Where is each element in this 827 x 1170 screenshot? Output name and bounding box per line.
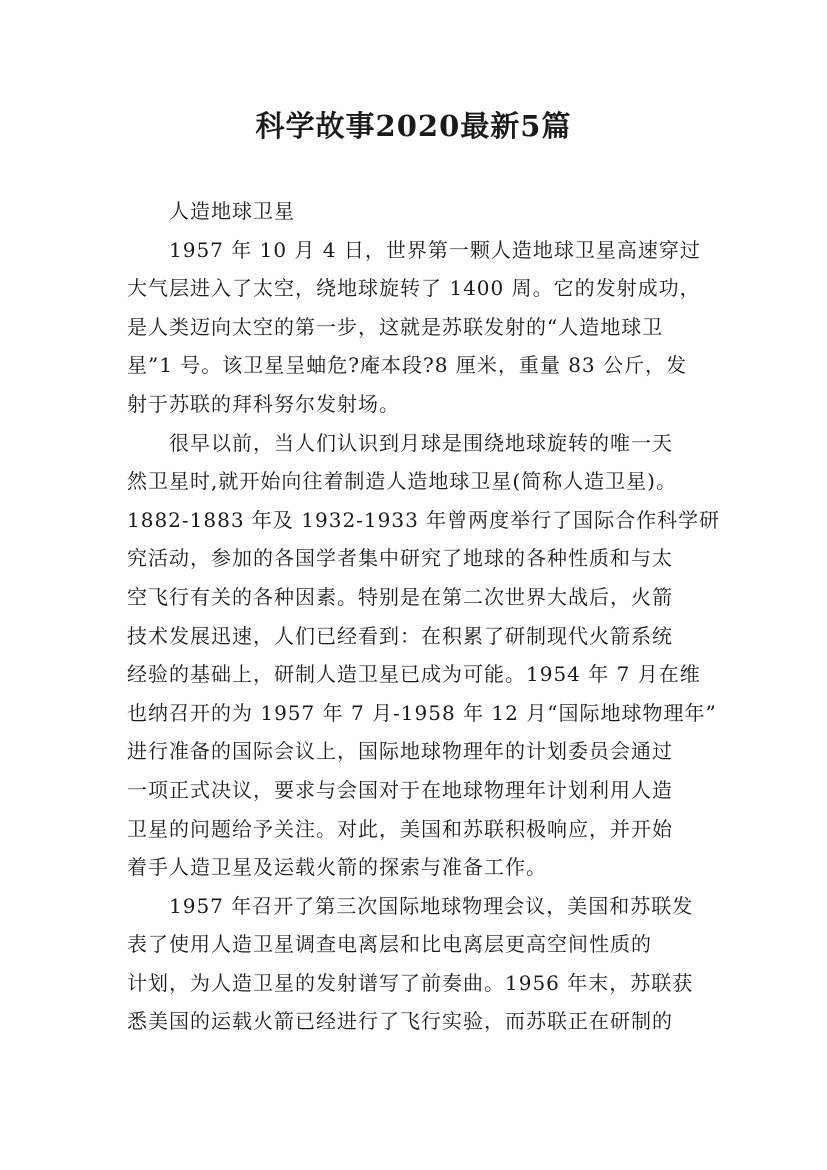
paragraph-3-line-2: 表了使用人造卫星调查电离层和比电离层更高空间性质的 — [127, 932, 652, 957]
paragraph-2-line-5: 空飞行有关的各种因素。特别是在第二次世界大战后，火箭 — [127, 584, 673, 609]
paragraph-3-line-1: 1957 年召开了第三次国际地球物理会议，美国和苏联发 — [169, 893, 694, 918]
paragraph-1-line-4: 星”1 号。该卫星呈蚰危?庵本段?8 厘米，重量 83 公斤，发 — [127, 353, 687, 378]
paragraph-2-line-2: 然卫星时,就开始向往着制造人造地球卫星(简称人造卫星)。 — [127, 469, 677, 494]
section-heading: 人造地球卫星 — [169, 199, 295, 223]
paragraph-3-line-3: 计划，为人造卫星的发射谱写了前奏曲。1956 年末，苏联获 — [127, 970, 694, 995]
paragraph-2-line-9: 进行准备的国际会议上，国际地球物理年的计划委员会通过 — [127, 739, 673, 764]
document-title: 科学故事2020最新5篇 — [255, 109, 572, 143]
paragraph-2-line-4: 究活动，参加的各国学者集中研究了地球的各种性质和与太 — [127, 546, 673, 571]
paragraph-1-line-2: 大气层进入了太空，绕地球旋转了 1400 周。它的发射成功， — [127, 276, 701, 301]
paragraph-3-line-4: 悉美国的运载火箭已经进行了飞行实验，而苏联正在研制的 — [127, 1009, 673, 1034]
paragraph-1-line-5: 射于苏联的拜科努尔发射场。 — [127, 391, 400, 416]
paragraph-2-line-7: 经验的基础上，研制人造卫星已成为可能。1954 年 7 月在维 — [127, 662, 701, 687]
paragraph-2-line-10: 一项正式决议，要求与会国对于在地球物理年计划利用人造 — [127, 777, 673, 802]
paragraph-2-line-3: 1882-1883 年及 1932-1933 年曾两度举行了国际合作科学研 — [127, 507, 721, 532]
paragraph-1-line-1: 1957 年 10 月 4 日，世界第一颗人造地球卫星高速穿过 — [169, 237, 701, 262]
paragraph-2-line-8: 也纳召开的为 1957 年 7 月-1958 年 12 月“国际地球物理年” — [127, 700, 717, 725]
paragraph-2-line-6: 技术发展迅速，人们已经看到：在积累了研制现代火箭系统 — [127, 623, 673, 648]
paragraph-1-line-3: 是人类迈向太空的第一步，这就是苏联发射的“人造地球卫 — [127, 314, 664, 339]
document-body — [127, 192, 721, 1041]
paragraph-2-line-11: 卫星的问题给予关注。对此，美国和苏联积极响应，并开始 — [127, 816, 673, 841]
paragraph-2-line-1: 很早以前，当人们认识到月球是围绕地球旋转的唯一天 — [169, 430, 673, 455]
paragraph-2-line-12: 着手人造卫星及运载火箭的探索与准备工作。 — [127, 855, 547, 880]
